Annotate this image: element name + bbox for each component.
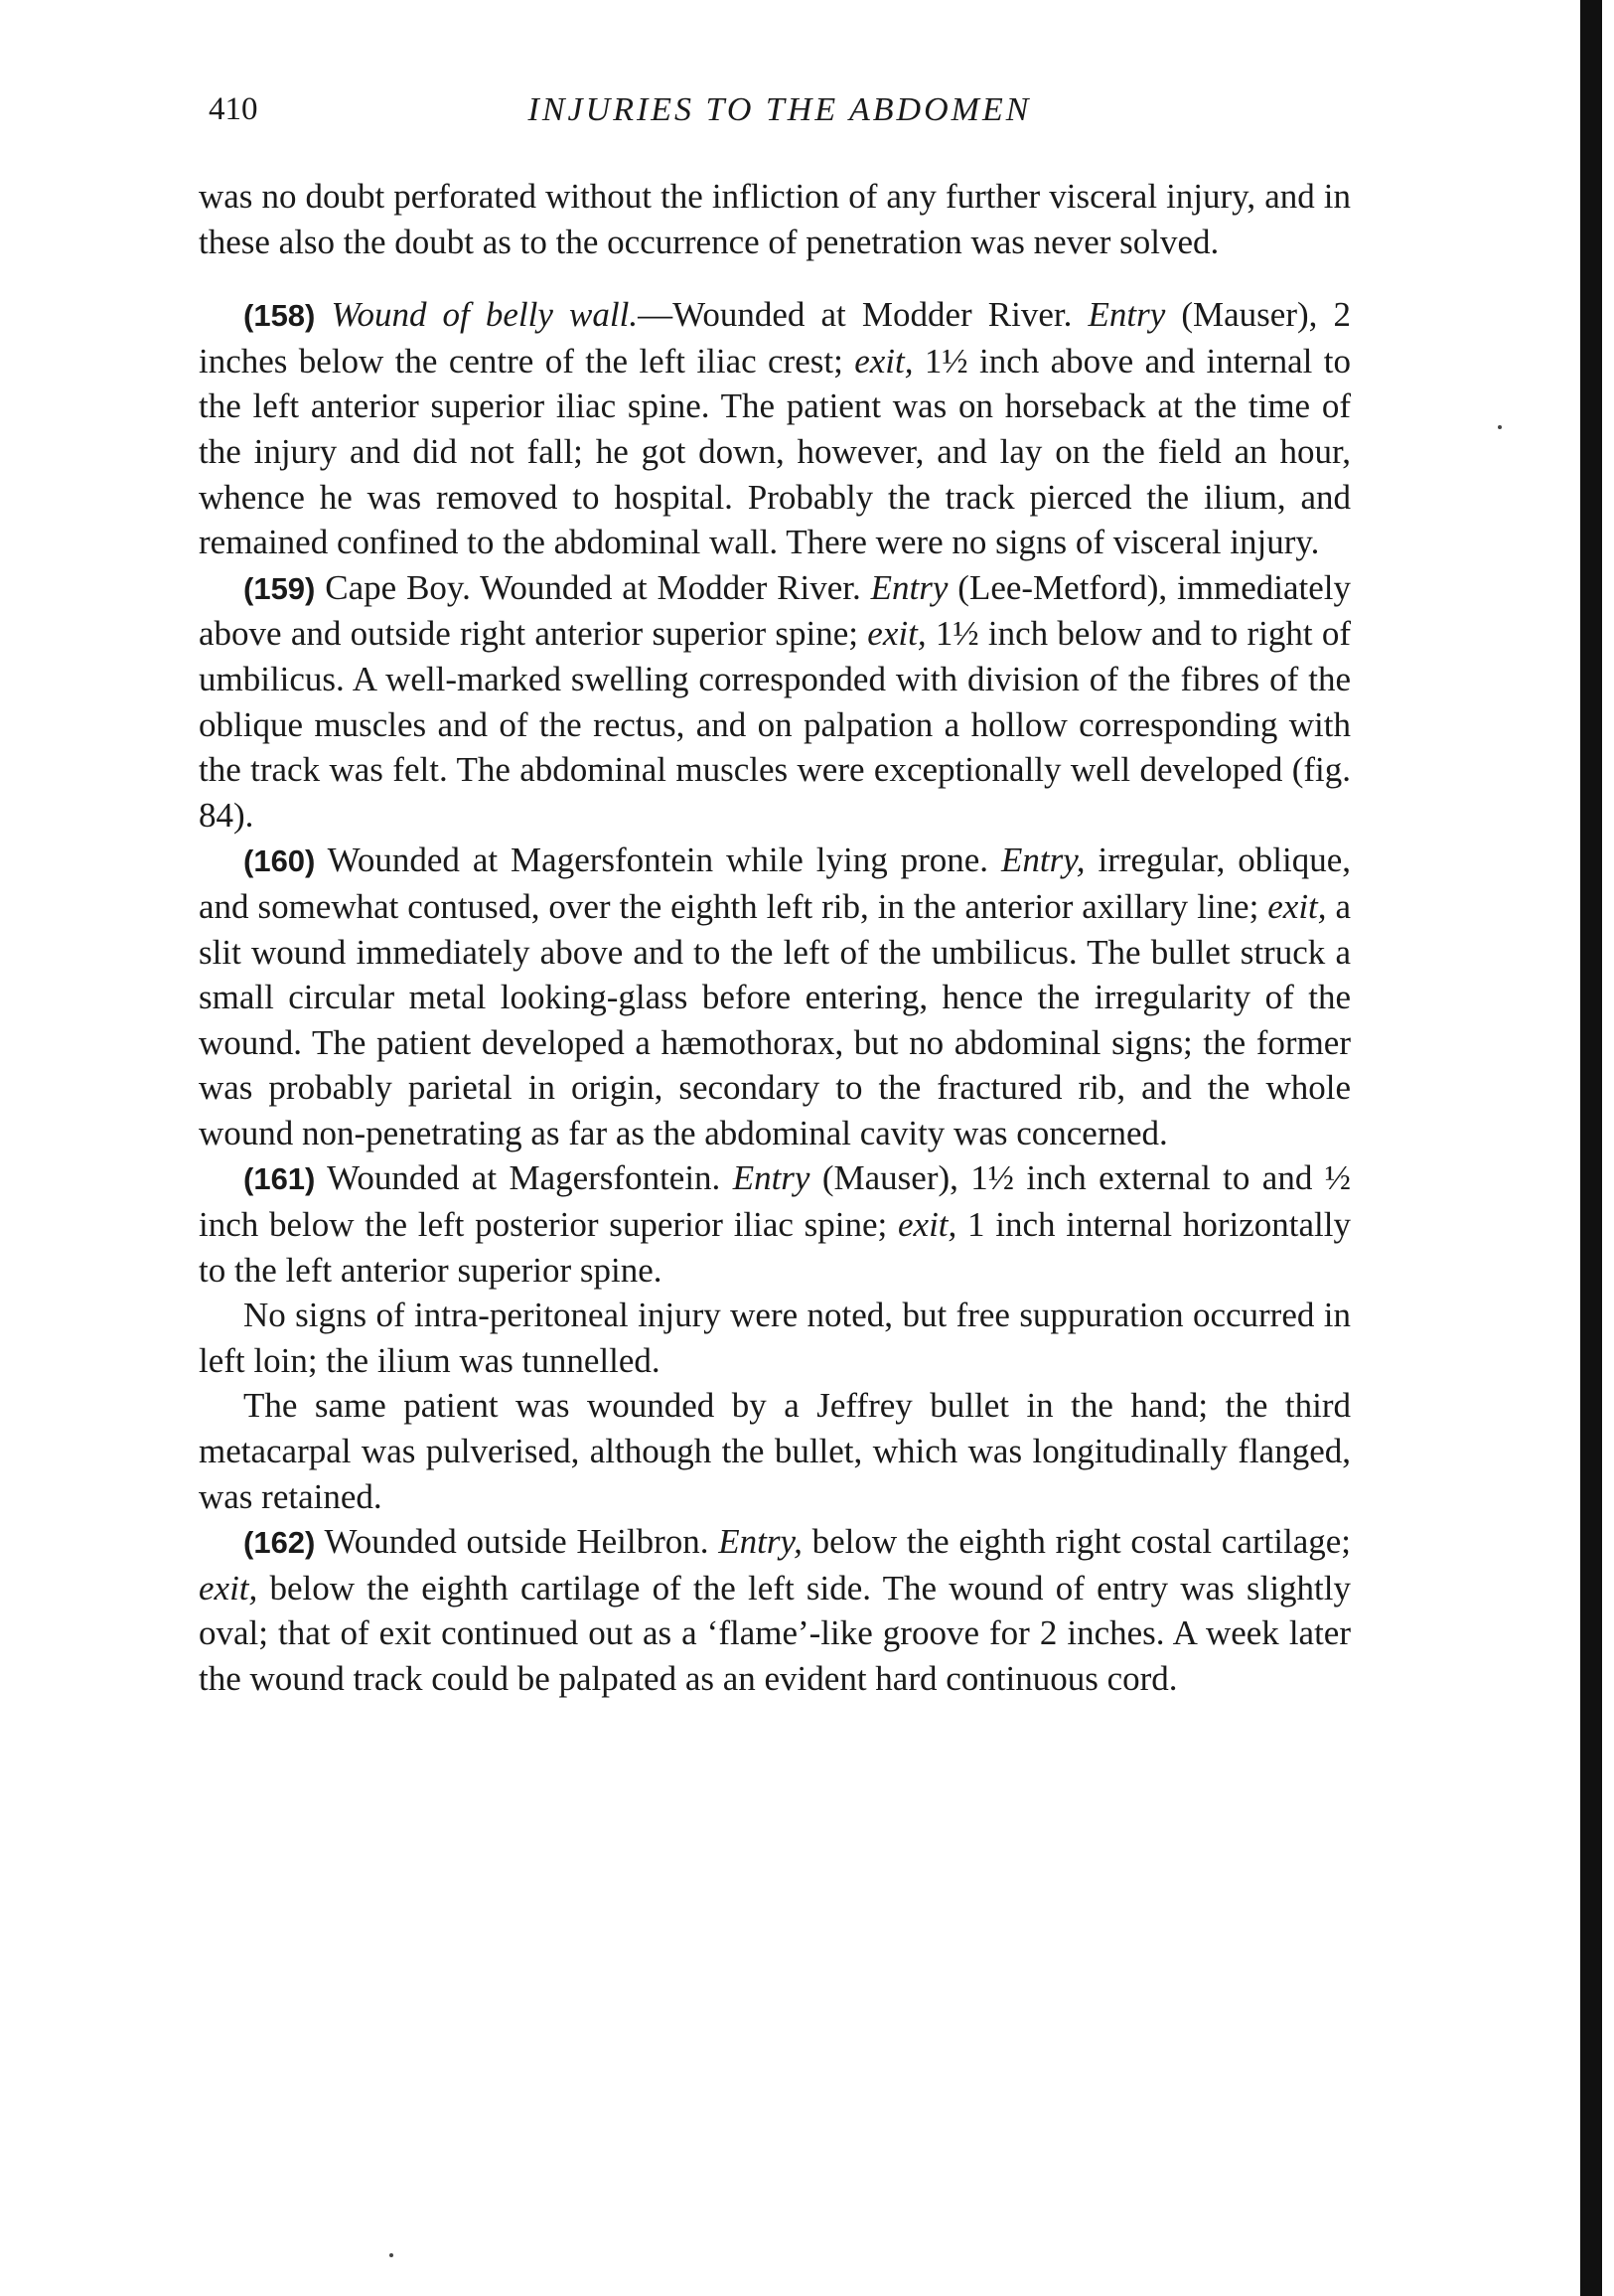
paragraph-text: 1 inch internal horizontally to the left anterior superior spine. <box>199 1205 1352 1290</box>
page-edge-shadow <box>1580 0 1602 2296</box>
paragraph-text: a slit wound immediately above and to the left of the umbilicus. The bullet struck a small circular metal looking-glass before entering, hence the irregularity of the wound. The patient developed a hæmothorax, but no abdominal signs; the former was probably parietal in origin, secondary to the fractured rib, and the whole wound non-penetrating as far as the abdominal cavity was concerned. <box>199 886 1351 1152</box>
paragraph-161-note-1 <box>199 1293 1351 1383</box>
exit-label: exit, <box>898 1205 957 1245</box>
case-161 <box>199 1155 1351 1293</box>
case-159 <box>199 565 1351 839</box>
paragraph-text: below the eighth right costal cartilage; <box>802 1522 1351 1562</box>
entry-label: Entry, <box>1000 841 1086 880</box>
paragraph-text: below the eighth cartilage of the left side. The wound of entry was slightly oval; that of exit continued out as a ‘flame’-like groove for 2 inches. A week later the wound track could be palpated as an evident hard continuous cord. <box>199 1568 1351 1698</box>
case-number: (162) <box>243 1525 316 1561</box>
entry-label: Entry <box>870 567 949 607</box>
paragraph-text: Cape Boy. Wounded at Modder River. <box>315 567 871 607</box>
case-number: (160) <box>243 843 316 879</box>
case-number: (158) <box>243 298 316 334</box>
paragraph-text: (Lee-Metford), immediately above and outside right anterior superior spine; <box>199 567 1351 654</box>
paragraph-text: Wounded at Magersfontein while lying prone. <box>315 841 1001 880</box>
entry-label: Entry, <box>718 1522 803 1562</box>
case-number: (159) <box>243 570 316 606</box>
exit-label: exit, <box>199 1568 258 1607</box>
paragraph-text: (Mauser), 1½ inch external to and ½ inch below the left posterior superior iliac spine; <box>199 1158 1351 1245</box>
running-head: INJURIES TO THE ABDOMEN <box>527 91 1032 128</box>
page-number: 410 <box>209 91 258 127</box>
paragraph-text: The same patient was wounded by a Jeffrey bullet in the hand; the third metacarpal was pulverised, although the bullet, which was longitudinally flanged, was retained. <box>199 1386 1351 1516</box>
paragraph-text: Wounded outside Heilbron. <box>315 1522 719 1562</box>
page-header <box>209 91 1351 141</box>
scan-speck <box>389 2253 393 2257</box>
paragraph-161-note-2 <box>199 1383 1351 1519</box>
case-160 <box>199 838 1351 1155</box>
case-158 <box>199 292 1351 565</box>
case-162 <box>199 1519 1351 1701</box>
entry-label: Entry <box>1088 295 1166 335</box>
case-title: Wound of belly wall. <box>331 295 639 335</box>
paragraph-text: irregular, oblique, and somewhat contused, over the eighth left rib, in the anterior axillary line; <box>199 841 1351 926</box>
paragraph-text: 1½ inch above and internal to the left anterior superior iliac spine. The patient was on horseback at the time of the injury and did not fall; he got down, however, and lay on the field an hour, whence he was removed to hospital. Probably the track pierced the ilium, and remained confined to the abdominal wall. There were no signs of visceral injury. <box>199 341 1351 562</box>
exit-label: exit, <box>1267 886 1327 926</box>
scan-speck <box>1498 425 1502 429</box>
paragraph-text: —Wounded at Modder River. <box>638 295 1089 335</box>
page-body <box>199 174 1351 1702</box>
paragraph-text: 1½ inch below and to right of umbilicus. A well-marked swelling corresponded with division of the fibres of the oblique muscles and of the rectus, and on palpation a hollow corresponding with the track was felt. The abdominal muscles were exceptionally well developed (fig. 84). <box>199 614 1351 835</box>
paragraph-text: was no doubt perforated without the infliction of any further visceral injury, and in these also the doubt as to the occurrence of penetration was never solved. <box>199 177 1351 261</box>
paragraph-text: No signs of intra-peritoneal injury were noted, but free suppuration occurred in left loin; the ilium was tunnelled. <box>199 1296 1351 1380</box>
paragraph-text: (Mauser), 2 inches below the centre of the left iliac crest; <box>199 295 1352 381</box>
exit-label: exit, <box>854 341 914 381</box>
case-number: (161) <box>243 1161 316 1197</box>
paragraph-continuation <box>199 174 1351 264</box>
paragraph-text: Wounded at Magersfontein. <box>315 1158 733 1198</box>
exit-label: exit, <box>867 614 927 654</box>
entry-label: Entry <box>732 1158 810 1198</box>
